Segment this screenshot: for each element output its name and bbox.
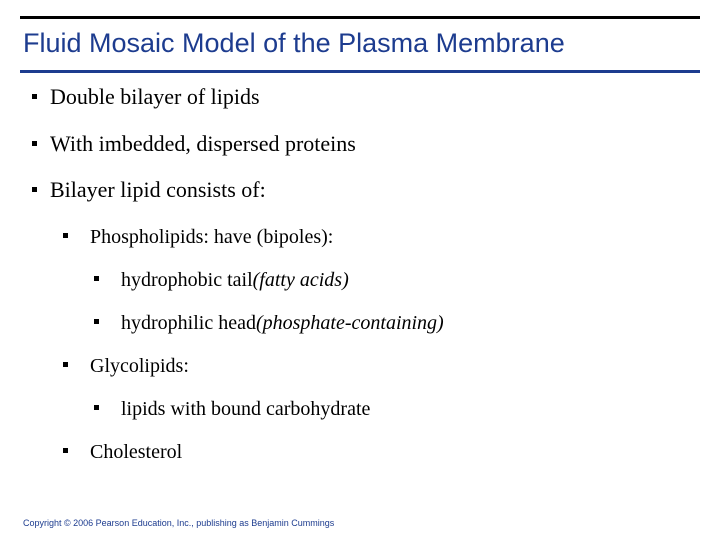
bullet-text: Phospholipids: have (bipoles):: [90, 226, 334, 248]
title-divider: [20, 70, 700, 73]
bullet-emphasis: (fatty acids): [252, 269, 349, 291]
square-bullet-icon: [32, 94, 37, 99]
slide-title: Fluid Mosaic Model of the Plasma Membrane: [23, 28, 565, 58]
square-bullet-icon: [94, 405, 99, 410]
sub-sub-bullet-item: [121, 310, 444, 336]
square-bullet-icon: [63, 362, 68, 367]
bullet-text: Double bilayer of lipids: [50, 84, 260, 109]
bullet-text: hydrophilic head: [121, 312, 256, 334]
bullet-text: Glycolipids:: [90, 355, 189, 377]
square-bullet-icon: [94, 319, 99, 324]
sub-bullet-item: [90, 224, 333, 250]
bullet-item: [50, 177, 266, 203]
bullet-text: With imbedded, dispersed proteins: [50, 131, 356, 156]
square-bullet-icon: [63, 448, 68, 453]
bullet-text: Bilayer lipid consists of:: [50, 177, 266, 202]
square-bullet-icon: [32, 187, 37, 192]
top-divider: [20, 16, 700, 19]
bullet-text: hydrophobic tail: [121, 269, 253, 291]
bullet-emphasis: (phosphate-containing): [255, 312, 444, 334]
sub-sub-bullet-item: [121, 396, 370, 422]
square-bullet-icon: [63, 233, 68, 238]
bullet-text: lipids with bound carbohydrate: [121, 398, 371, 420]
square-bullet-icon: [94, 276, 99, 281]
sub-bullet-item: [90, 439, 182, 465]
square-bullet-icon: [32, 141, 37, 146]
sub-sub-bullet-item: [121, 267, 349, 293]
bullet-text: Cholesterol: [90, 441, 183, 463]
sub-bullet-item: [90, 353, 189, 379]
bullet-item: [50, 84, 260, 110]
copyright-footer: Copyright © 2006 Pearson Education, Inc., publishing as Benjamin Cummings: [23, 518, 335, 528]
bullet-item: [50, 131, 356, 157]
